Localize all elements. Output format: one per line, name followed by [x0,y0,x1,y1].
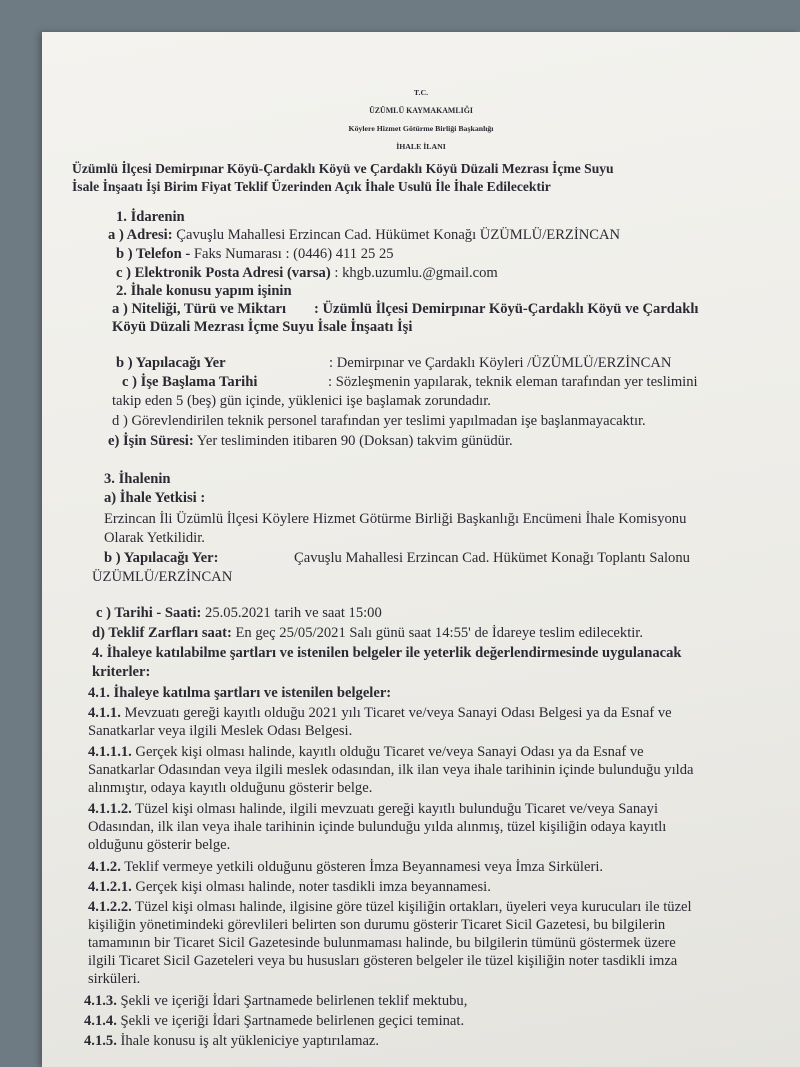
section-1-heading: 1. İdarenin [116,209,185,225]
item-4-1-1-text-1: Mevzuatı gereği kayıtlı olduğu 2021 yılı Ticaret ve/veya Sanayi Odası Belgesi ya da Esnaf ve [120,705,672,721]
item-4-1-2-2-number: 4.1.2.2. [88,899,132,915]
email-label: c ) Elektronik Posta Adresi (varsa) [116,265,331,281]
item-4-1-2-1-text: Gerçek kişi olması halinde, noter tasdikli imza beyannamesi. [131,879,491,895]
item-4-1-2-2-text-5: sirküleri. [88,971,141,987]
subject-line-2: İsale İnşaatı İşi Birim Fiyat Teklif Üzerinden Açık İhale Usulü İle İhale Edilecektir [72,179,551,194]
item-4-1-2-2-text-2: kişiliğin yönetimindeki görevlileri belirten son durumu gösterir Ticaret Sicil Gazetesi, bu bilgilerin [88,917,666,933]
meeting-place-value-2: ÜZÜMLÜ/ERZİNCAN [92,569,233,585]
deadline-value: En geç 25/05/2021 Salı günü saat 14:55' de İdareye teslim edilecektir. [231,625,644,641]
authority-label: a) İhale Yetkisi : [104,490,206,506]
item-4-1-1-1-text-2: Sanatkarlar Odasından veya ilgili meslek odasından, ilk ilan veya ihale tarihinin içinde bulunduğu yılda [88,762,694,778]
duration-value: Yer tesliminden itibaren 90 (Doksan) takvim günüdür. [193,433,513,449]
item-4-1-2-1 [88,878,491,896]
item-4-1-5-text: İhale konusu iş alt yükleniciye yaptırılamaz. [116,1033,380,1049]
authority-line-1: Erzincan İli Üzümlü İlçesi Köylere Hizmet Götürme Birliği Başkanlığı Encümeni İhale Komisyonu [104,511,687,527]
section-4-heading-1: 4. İhaleye katılabilme şartları ve istenilen belgeler ile yeterlik değerlendirmesinde uygulanacak [92,645,682,661]
item-4-1-1-1-text-3: alınmıştır, odaya kayıtlı olduğunu gösterir belge. [88,780,373,796]
section-2-heading: 2. İhale konusu yapım işinin [116,283,292,299]
nature-value-1: : Üzümlü İlçesi Demirpınar Köyü-Çardaklı Köyü ve Çardaklı [314,301,699,317]
item-4-1-1-2-text-3: olduğunu gösterir belge. [88,837,231,853]
phone-value: Faks Numarası : (0446) 411 25 25 [190,246,394,262]
item-4-1-3-text: Şekli ve içeriği İdari Şartnamede belirlenen teklif mektubu, [116,993,468,1009]
date-line [96,604,382,622]
item-4-1-2-2-text-1: Tüzel kişi olması halinde, ilgisine göre tüzel kişiliğin ortakları, üyeleri veya kurucuları ile tüzel [131,899,692,915]
header-tc: T.C. [413,88,429,97]
nature-value-2: Köyü Düzali Mezrası İçme Suyu İsale İnşaatı İşi [112,319,413,335]
start-label: c ) İşe Başlama Tarihi [122,374,258,390]
item-4-1-5-number: 4.1.5. [84,1033,117,1049]
item-4-1-1-text-2: Sanatkarlar veya ilgili Meslek Odası Belgesi. [88,723,353,739]
item-4-1-2-2-text-4: ilgili Ticaret Sicil Gazeteleri veya bu hususları gösteren belgeler ile tüzel kişiliğin noter tasdikli imza [88,953,678,969]
subsection-4-1: 4.1. İhaleye katılma şartları ve istenilen belgeler: [88,685,392,701]
item-4-1-3 [84,992,467,1010]
item-4-1-1-2-text-2: Odasından, ilk ilan veya ihale tarihinin içinde bulunduğu yılda alınmış, tüzel kişiliğin odaya kayıtlı [88,819,667,835]
item-4-1-1-2-text-1: Tüzel kişi olması halinde, ilgili mevzuatı gereği kayıtlı bulunduğu Ticaret ve/veya Sanayi [131,801,658,817]
address-line [108,226,620,244]
start-value-1: : Sözleşmenin yapılarak, teknik eleman tarafından yer teslimini [328,374,698,390]
address-value: Çavuşlu Mahallesi Erzincan Cad. Hükümet Konağı ÜZÜMLÜ/ERZİNCAN [172,227,621,243]
item-4-1-2-text: Teklif vermeye yetkili olduğunu gösteren İmza Beyannamesi veya İmza Sirküleri. [120,859,604,875]
meeting-place-value-1: Çavuşlu Mahallesi Erzincan Cad. Hükümet Konağı Toplantı Salonu [294,550,690,566]
deadline-line [92,624,643,642]
item-4-1-2 [88,858,603,876]
start-value-2: takip eden 5 (beş) gün içinde, yüklenici işe başlamak zorundadır. [112,393,491,409]
item-4-1-1-1-number: 4.1.1.1. [88,744,132,760]
item-4-1-1-2-number: 4.1.1.2. [88,801,132,817]
document-page [42,32,800,1067]
item-4-1-1-1-text-1: Gerçek kişi olması halinde, kayıtlı olduğu Ticaret ve/veya Sanayi Odası ya da Esnaf ve [131,744,644,760]
date-label: c ) Tarihi - Saati: [96,605,202,621]
address-label: a ) Adresi: [108,227,173,243]
item-4-1-2-2-text-3: tamamının bir Ticaret Sicil Gazetesinde bulunmaması halinde, bu bilgilerin tümünü göstermek üzere [88,935,676,951]
item-4-1-2-2 [88,898,692,916]
authority-line-2: Olarak Yetkilidir. [104,530,205,546]
item-4-1-1 [88,704,672,722]
section-3-heading: 3. İhalenin [104,471,171,487]
subject-line-1: Üzümlü İlçesi Demirpınar Köyü-Çardaklı Köyü ve Çardaklı Köyü Düzali Mezrası İçme Suyu [72,161,614,176]
item-4-1-4-number: 4.1.4. [84,1013,117,1029]
place-label: b ) Yapılacağı Yer [116,355,226,371]
item-4-1-2-1-number: 4.1.2.1. [88,879,132,895]
header-office: ÜZÜMLÜ KAYMAKAMLIĞI [369,106,473,115]
meeting-place-label: b ) Yapılacağı Yer: [104,550,219,566]
header-notice: İHALE İLANI [396,142,446,151]
place-value: : Demirpınar ve Çardaklı Köyleri /ÜZÜMLÜ/ERZİNCAN [329,355,672,371]
phone-line [116,245,394,263]
deadline-label: d) Teklif Zarfları saat: [92,625,232,641]
section-2-d: d ) Görevlendirilen teknik personel tarafından yer teslimi yapılmadan işe başlanmayacaktır. [112,413,646,429]
phone-label: b ) Telefon - [116,246,191,262]
item-4-1-1-number: 4.1.1. [88,705,121,721]
email-line [116,264,498,282]
item-4-1-1-1 [88,743,644,761]
item-4-1-1-2 [88,800,658,818]
item-4-1-5 [84,1032,379,1050]
section-4-heading-2: kriterler: [92,664,151,680]
header-union: Köylere Hizmet Götürme Birliği Başkanlığı [348,124,494,133]
duration-line [108,432,513,450]
nature-label: a ) Niteliği, Türü ve Miktarı [112,301,287,317]
duration-label: e) İşin Süresi: [108,433,194,449]
item-4-1-4-text: Şekli ve içeriği İdari Şartnamede belirlenen geçici teminat. [116,1013,465,1029]
item-4-1-4 [84,1012,464,1030]
item-4-1-3-number: 4.1.3. [84,993,117,1009]
email-value: : khgb.uzumlu.@gmail.com [330,265,498,281]
date-value: 25.05.2021 tarih ve saat 15:00 [201,605,382,621]
item-4-1-2-number: 4.1.2. [88,859,121,875]
